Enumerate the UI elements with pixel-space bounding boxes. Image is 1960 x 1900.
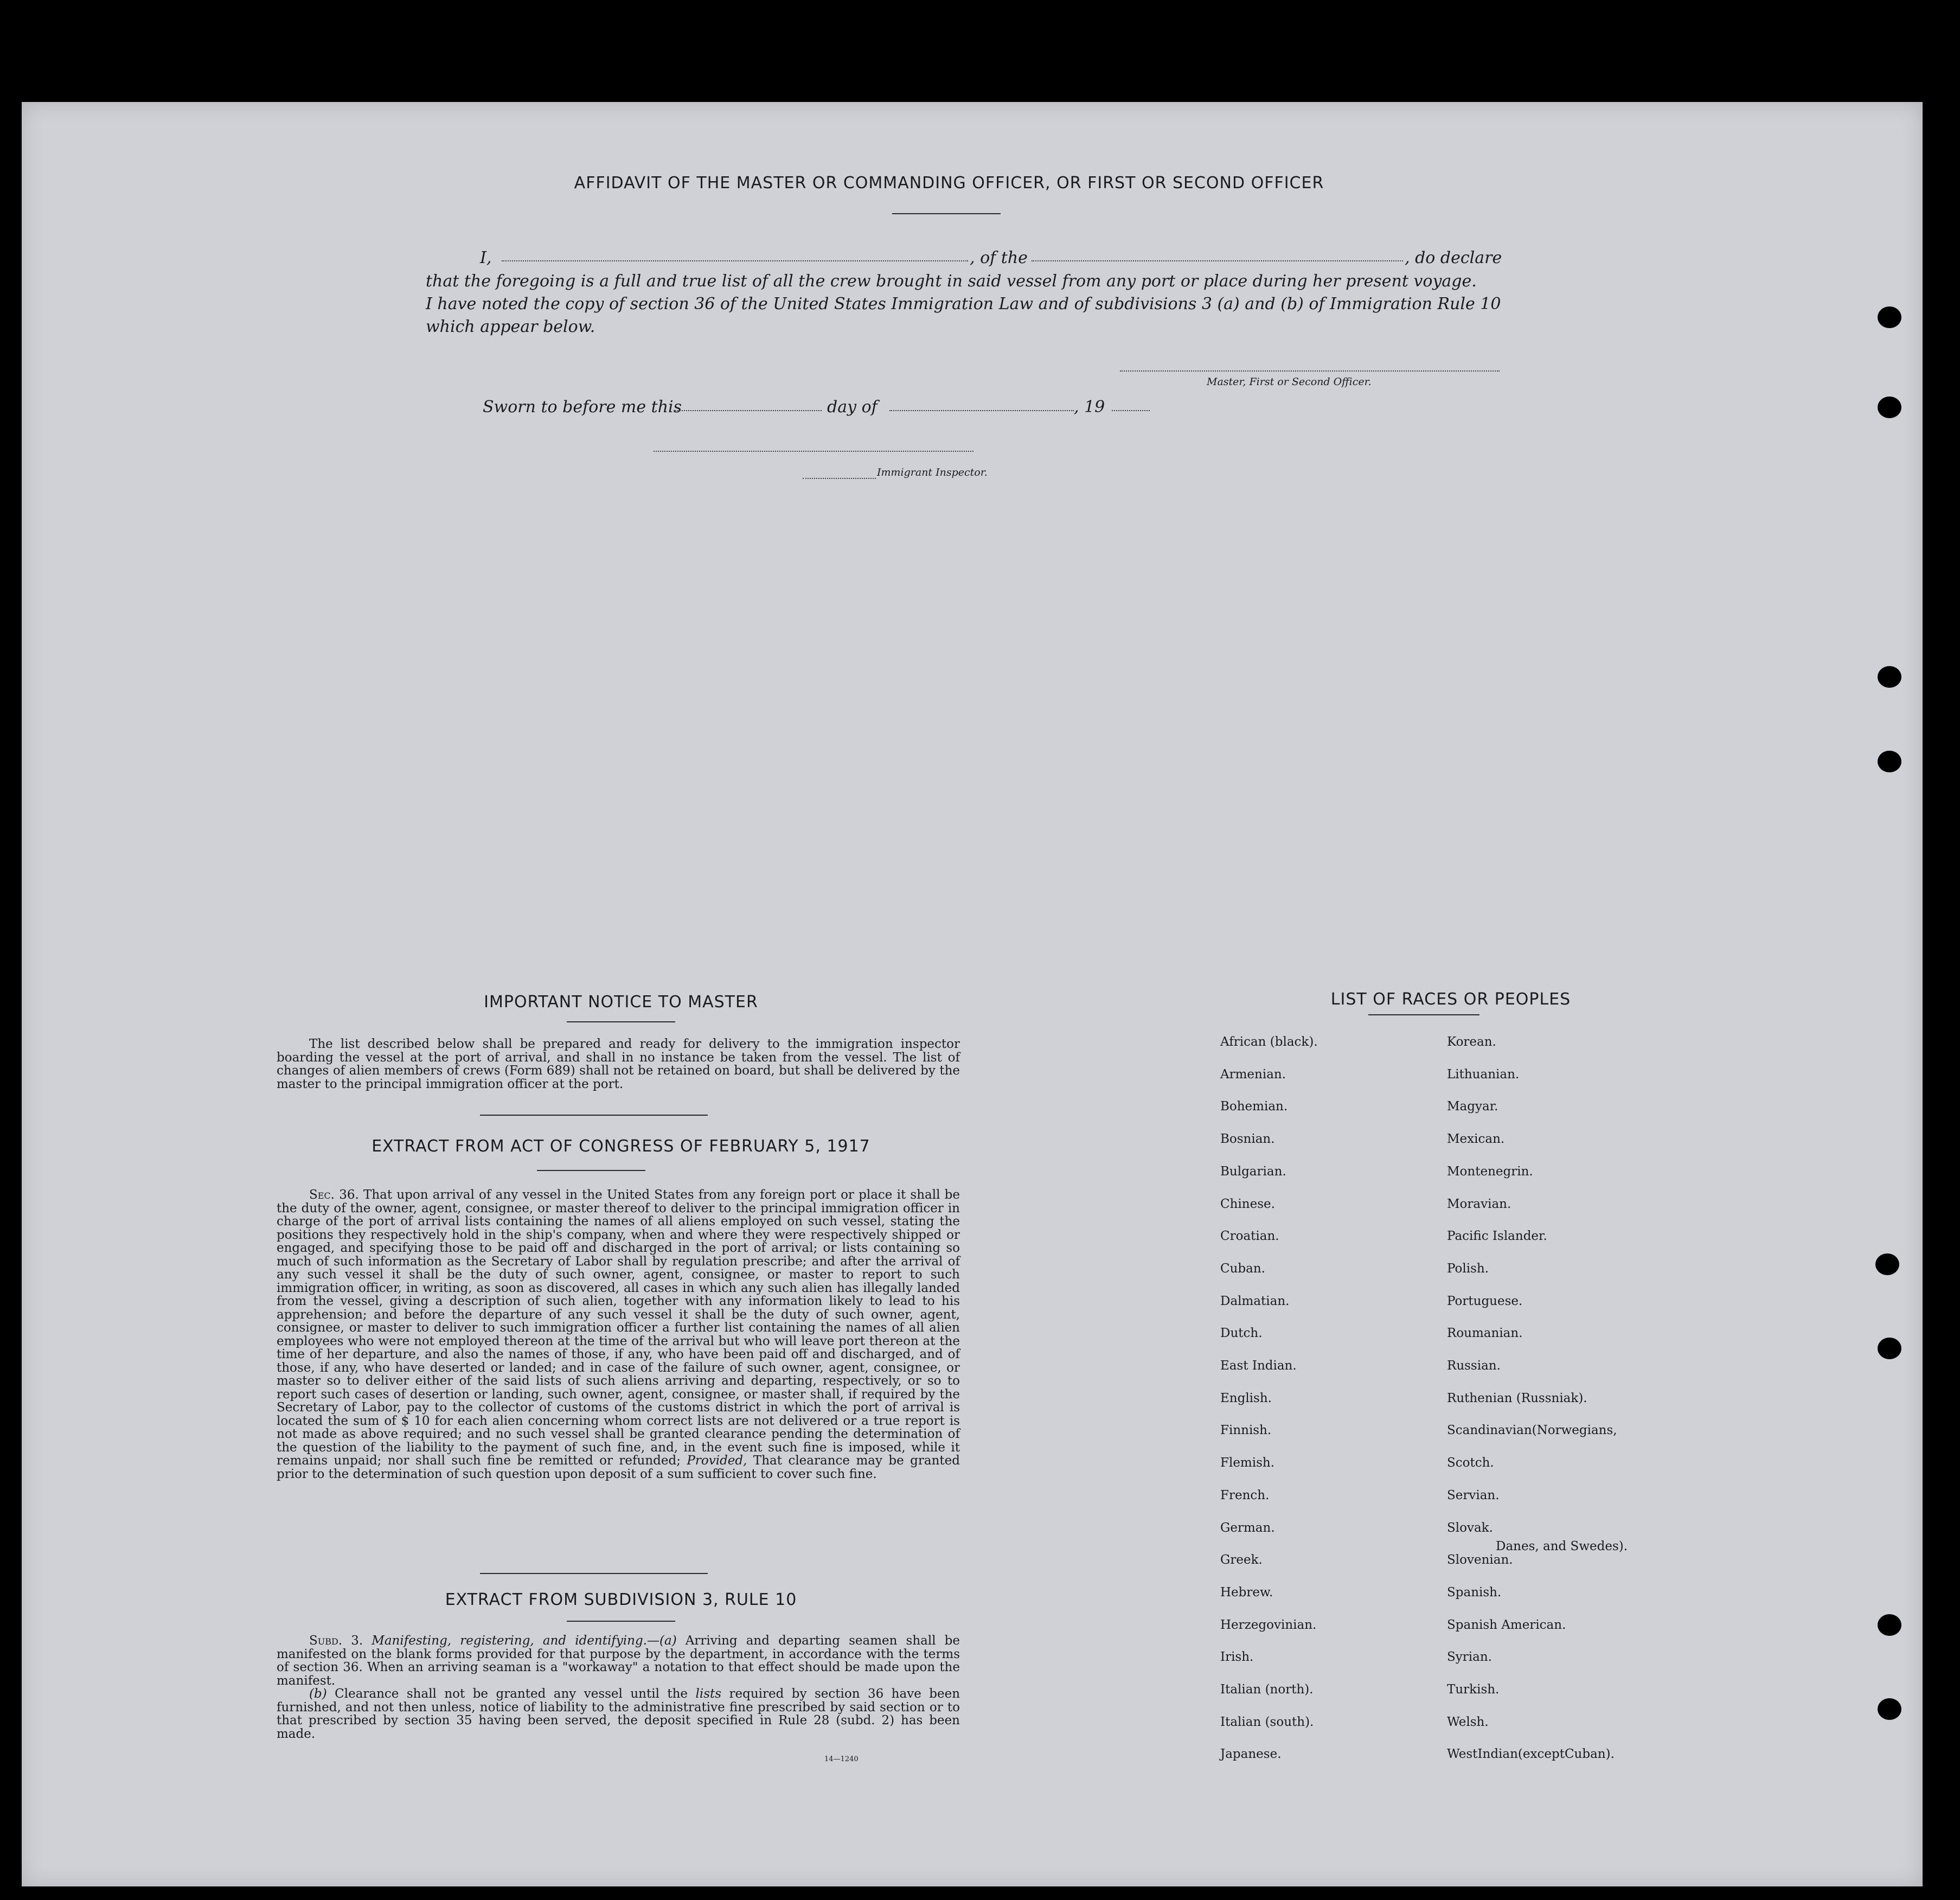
act-rule — [480, 1573, 708, 1574]
affidavit-declare: , do declare — [1405, 248, 1502, 267]
rule-text-b2: required by section 36 have been furnished, and not then unless, notice of liability to the administrative fine prescribed by said section or to that prescribed by section 35 having been served, the deposit specified in Rule 28 (subd. 2) has been made. — [277, 1687, 960, 1741]
race-left-item: Chinese. — [1220, 1197, 1275, 1211]
year-prefix: , 19 — [1074, 398, 1105, 417]
race-right-item: Polish. — [1447, 1261, 1489, 1276]
race-left-item: Bosnian. — [1220, 1132, 1275, 1147]
act-text — [277, 1188, 960, 1481]
punch-hole — [1875, 1253, 1899, 1275]
races-title: LIST OF RACES OR PEOPLES — [1330, 990, 1571, 1009]
notice-text: The list described below shall be prepared and ready for delivery to the immigration inspector boarding the vessel at the port of arrival, and shall in no instance be taken from the vessel. The list of changes of alien members of crews (Form 689) shall not be retained on board, but shall be delivered by the master to the principal immigration officer at the port. — [277, 1037, 960, 1091]
punch-hole — [1878, 396, 1901, 418]
rule-subd-heading: Manifesting, registering, and identifying.—(a) — [371, 1634, 677, 1648]
race-right-item: Pacific Islander. — [1447, 1229, 1547, 1244]
rule-title: EXTRACT FROM SUBDIVISION 3, RULE 10 — [445, 1590, 797, 1609]
affidavit-line4: which appear below. — [426, 317, 595, 336]
sworn-text: Sworn to before me this — [483, 398, 682, 417]
race-right-item: Spanish American. — [1447, 1617, 1566, 1632]
race-left-item: English. — [1220, 1391, 1272, 1405]
rule-text-b1: Clearance shall not be granted any vessel until the — [335, 1687, 688, 1701]
rule-title-rule — [567, 1621, 675, 1622]
punch-hole — [1878, 1698, 1901, 1720]
race-right-item: Slovak. — [1447, 1520, 1493, 1535]
vessel-field[interactable] — [1032, 260, 1403, 261]
act-sec-label: Sec. 36. — [309, 1188, 359, 1202]
punch-hole — [1878, 306, 1901, 328]
sworn-day-field[interactable] — [675, 410, 822, 411]
race-left-item: Hebrew. — [1220, 1585, 1273, 1600]
race-right-item: Moravian. — [1447, 1197, 1511, 1211]
race-left-item: French. — [1220, 1488, 1270, 1502]
notice-title-rule — [567, 1021, 675, 1022]
punch-hole — [1878, 751, 1901, 772]
race-right-continuation: Danes, and Swedes). — [1496, 1539, 1628, 1553]
name-field[interactable] — [502, 260, 968, 261]
race-right-item: Slovenian. — [1447, 1553, 1513, 1568]
race-left-item: Greek. — [1220, 1553, 1263, 1568]
rule-text — [277, 1634, 960, 1741]
race-right-item: Syrian. — [1447, 1650, 1492, 1665]
affidavit-title: AFFIDAVIT OF THE MASTER OR COMMANDING OFFICER, OR FIRST OR SECOND OFFICER — [574, 174, 1324, 193]
form-number: 14—1240 — [824, 1755, 859, 1763]
race-right-item: Spanish. — [1447, 1585, 1502, 1600]
act-body: That upon arrival of any vessel in the United States from any foreign port or place it shall be the duty of the owner, agent, consignee, or master thereof to deliver to the principal immigration officer in charge of the port of arrival lists containing the names of all aliens employed on such vessel, stating the positions they respectively hold in the ship's company, when and where they were respectively shipped or engaged, and specifying those to be paid off and discharged in the port of arrival; or lists containing so much of such information as the Secretary of Labor shall by regulation prescribe; and after the arrival of any such vessel it shall be the duty of such owner, agent, consignee, or master to report to such immigration officer, in writing, as soon as discovered, all cases in which any such alien has illegally landed from the vessel, giving a description of such alien, together with any information likely to lead to his apprehension; and before the departure of any such vessel it shall be the duty of such owner, agent, consignee, or master to deliver to such immigration officer a further list containing the names of all alien employees who were not employed thereon at the time of the arrival but who will leave port thereon at the time of her departure, and also the names of those, if any, who have been paid off and discharged, and of those, if any, who have deserted or landed; and in case of the failure of such owner, agent, consignee, or master so to deliver either of the said lists of such aliens arriving and departing, respectively, or so to report such cases of desertion or landing, such owner, agent, consignee, or master shall, if required by the Secretary of Labor, pay to the collector of customs of the customs district in which the port of arrival is located the sum of $ 10 for each alien concerning whom correct lists are not delivered or a true report is not made as above required; and no such vessel shall be granted clearance pending the determination of the question of the liability to the payment of such fine, and, in the event such fine is imposed, while it remains unpaid; nor shall such fine be remitted or refunded; — [277, 1188, 960, 1468]
rule-subd-label: Subd. 3. — [309, 1634, 363, 1648]
punch-hole — [1878, 1338, 1901, 1359]
master-signature-field[interactable] — [1120, 370, 1500, 372]
race-left-item: German. — [1220, 1520, 1275, 1535]
race-left-item: Dalmatian. — [1220, 1294, 1290, 1308]
race-left-item: Bohemian. — [1220, 1099, 1288, 1114]
race-right-item: Roumanian. — [1447, 1326, 1523, 1341]
rule-label-b: (b) — [309, 1687, 327, 1701]
race-right-item: Ruthenian (Russniak). — [1447, 1391, 1587, 1405]
form-page — [22, 102, 1923, 1886]
notice-rule — [480, 1115, 708, 1116]
races-title-rule — [1368, 1014, 1479, 1015]
race-left-item: Irish. — [1220, 1650, 1254, 1665]
race-left-item: Dutch. — [1220, 1326, 1263, 1341]
race-left-item: East Indian. — [1220, 1359, 1297, 1373]
affidavit-i: I, — [480, 248, 492, 267]
race-right-item: Mexican. — [1447, 1132, 1505, 1147]
act-title-rule — [537, 1170, 645, 1171]
affidavit-line3: I have noted the copy of section 36 of the United States Immigration Law and of subdivisions 3 (a) and (b) of Immigration Rule 10 — [426, 295, 1501, 314]
affidavit-title-rule — [892, 213, 1001, 214]
race-left-item: Finnish. — [1220, 1423, 1272, 1438]
rule-lists-word: lists — [695, 1687, 722, 1701]
inspector-caption: Immigrant Inspector. — [877, 466, 988, 478]
race-left-item: African (black). — [1220, 1035, 1318, 1049]
inspector-leader — [803, 478, 876, 479]
race-left-item: Bulgarian. — [1220, 1164, 1286, 1179]
race-right-item: Magyar. — [1447, 1099, 1498, 1114]
race-right-item: Korean. — [1447, 1035, 1496, 1049]
race-right-item: Scotch. — [1447, 1456, 1494, 1470]
race-right-item: Welsh. — [1447, 1715, 1489, 1729]
race-left-item: Croatian. — [1220, 1229, 1279, 1244]
race-right-item: WestIndian(exceptCuban). — [1447, 1747, 1615, 1762]
inspector-signature-field[interactable] — [654, 451, 973, 452]
day-of-text: day of — [827, 398, 877, 417]
race-right-item: Montenegrin. — [1447, 1164, 1533, 1179]
sworn-month-field[interactable] — [889, 410, 1074, 411]
race-right-item: Turkish. — [1447, 1683, 1500, 1697]
race-right-item: Servian. — [1447, 1488, 1500, 1502]
act-provided: Provided, — [687, 1454, 747, 1468]
race-right-item: Lithuanian. — [1447, 1067, 1520, 1082]
race-left-item: Cuban. — [1220, 1261, 1265, 1276]
punch-hole — [1878, 1614, 1901, 1636]
notice-title: IMPORTANT NOTICE TO MASTER — [484, 993, 758, 1012]
race-left-item: Italian (south). — [1220, 1715, 1314, 1729]
race-left-item: Flemish. — [1220, 1456, 1275, 1470]
master-signature-caption: Master, First or Second Officer. — [1207, 376, 1372, 388]
race-left-item: Japanese. — [1220, 1747, 1282, 1762]
act-title: EXTRACT FROM ACT OF CONGRESS OF FEBRUARY 5, 1917 — [371, 1137, 870, 1156]
punch-hole — [1878, 666, 1901, 688]
affidavit-of-the: , of the — [970, 248, 1028, 267]
sworn-year-field[interactable] — [1112, 410, 1150, 411]
race-right-item: Portuguese. — [1447, 1294, 1523, 1308]
race-left-item: Armenian. — [1220, 1067, 1286, 1082]
affidavit-line2: that the foregoing is a full and true list of all the crew brought in said vessel from any port or place during her present voyage. — [426, 272, 1477, 291]
rule-text-a: Arriving and departing seamen shall be manifested on the blank forms provided for that purpose by the department, in accordance with the terms of section 36. When an arriving seaman is a "workaway" a notation to that effect should be made upon the manifest. — [277, 1634, 960, 1688]
race-right-item: Scandinavian(Norwegians, — [1447, 1423, 1617, 1438]
race-right-item: Russian. — [1447, 1359, 1501, 1373]
act-body-end: That clearance may be granted prior to the determination of such question upon deposit of a sum sufficient to cover such fine. — [277, 1454, 960, 1481]
race-left-item: Italian (north). — [1220, 1683, 1314, 1697]
race-left-item: Herzegovinian. — [1220, 1617, 1317, 1632]
